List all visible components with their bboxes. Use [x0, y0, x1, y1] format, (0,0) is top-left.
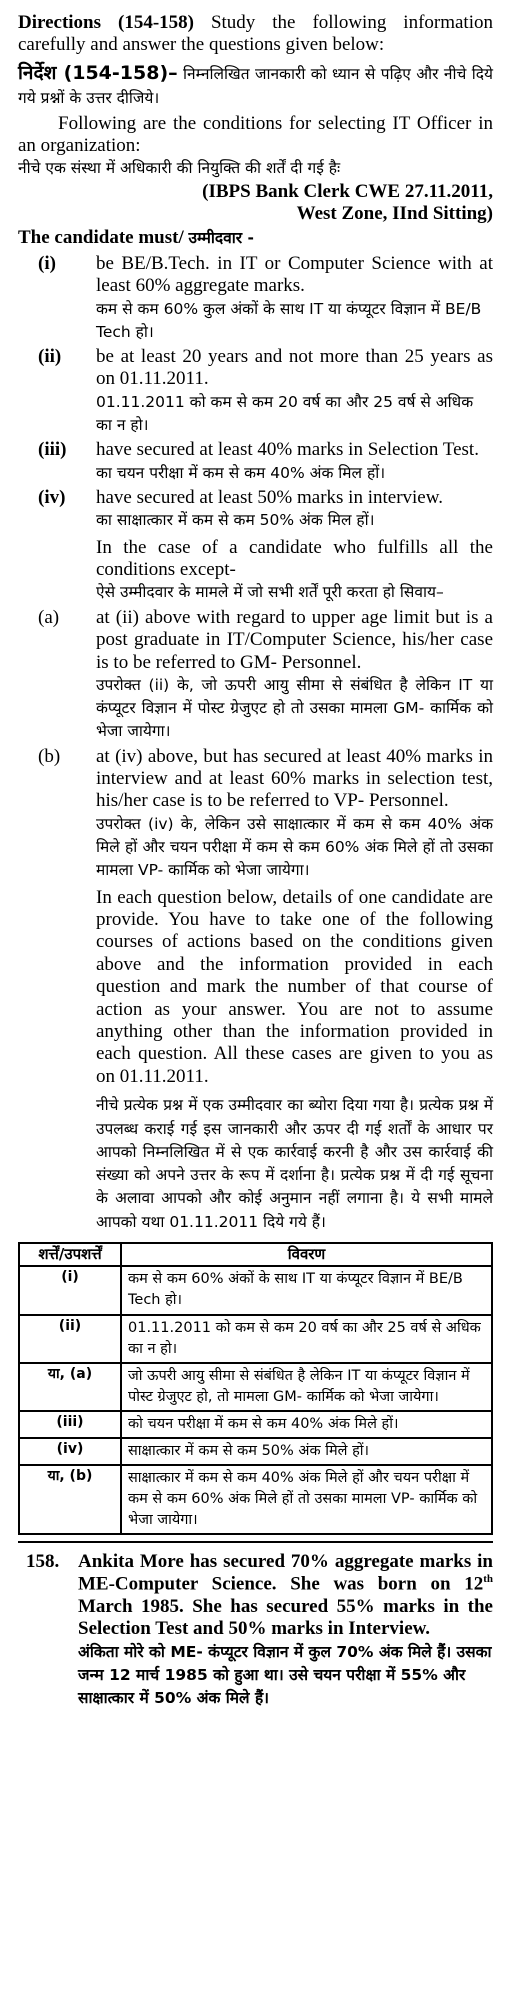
table-cell-desc: को चयन परीक्षा में कम से कम 40% अंक मिले हों। — [121, 1411, 492, 1438]
directions-hindi — [18, 59, 493, 111]
table-row — [19, 1465, 492, 1534]
directions-hindi-text: निम्नलिखित जानकारी को ध्यान से पढ़िए और नीचे दिये गये प्रश्नों के उत्तर दीजिये। — [18, 64, 493, 108]
question-english-part2: March 1985. She has secured 55% marks in the Selection Test and 50% marks in Interview. — [78, 1595, 493, 1640]
condition-number: (ii) — [38, 346, 62, 367]
table-cell-desc: कम से कम 60% अंकों के साथ IT या कंप्यूटर विज्ञान में BE/B Tech हो। — [121, 1266, 492, 1314]
condition-english: have secured at least 50% marks in interview. — [96, 486, 443, 508]
table-cell-code: या, (b) — [19, 1465, 121, 1534]
candidate-must-heading — [18, 227, 493, 250]
condition-hindi: 01.11.2011 को कम से कम 20 वर्ष का और 25 वर्ष से अधिक का न हो। — [96, 392, 474, 435]
section-divider — [18, 1541, 493, 1543]
intro-hindi: नीचे एक संस्था में अधिकारी की नियुक्ति की शर्तें दी गई हैः — [18, 159, 341, 178]
condition-number: (iv) — [38, 486, 66, 508]
table-cell-desc: साक्षात्कार में कम से कम 40% अंक मिले हों और चयन परीक्षा में कम से कम 60% अंक मिले हों तो उसका मामला VP- कार्मिक को भेजा जायेगा। — [121, 1465, 492, 1534]
question-ordinal-suffix: th — [483, 1573, 493, 1586]
exception-hindi: ऐसे उम्मीदवार के मामले में जो सभी शर्तें पूरी करता हो सिवाय– — [96, 583, 444, 602]
table-cell-code: (ii) — [19, 1315, 121, 1363]
condition-english: be BE/B.Tech. in IT or Computer Science with at least 60% aggregate marks. — [96, 252, 493, 297]
instructions-english: In each question below, details of one candidate are provide. You have to take one of the following courses of actions based on the conditions given above and the information provided in each question and mark the number of that course of action as your answer. You are not to assume anything other than the information provided in each question. All these cases are given to you as on 01.11.2011. — [96, 886, 493, 1087]
condition-english: be at least 20 years and not more than 25 years as on 01.11.2011. — [96, 346, 493, 390]
exception-item-hindi: उपरोक्त (ii) के, जो ऊपरी आयु सीमा से संबंधित है लेकिन IT या कंप्यूटर विज्ञान में पोस्ट ग्रेजुएट हो तो उसका मामला GM- कार्मिक को भेजा जायेगा। — [96, 675, 493, 741]
condition-hindi: कम से कम 60% कुल अंकों के साथ IT या कंप्यूटर विज्ञान में BE/B Tech हो। — [96, 299, 482, 341]
directions-text: Study the following information carefully and answer the questions given below: — [18, 12, 493, 56]
table-row — [19, 1411, 492, 1438]
exception-item-english: at (iv) above, but has secured at least 40% marks in interview and at least 60% marks in selection test, his/her case is to be referred to VP- Personnel. — [96, 745, 493, 812]
exception-number: (a) — [38, 606, 60, 628]
table-row — [19, 1438, 492, 1465]
table-cell-code: (iii) — [19, 1411, 121, 1438]
condition-item — [18, 487, 493, 533]
directions-hindi-label: निर्देश (154-158)– — [18, 61, 178, 84]
table-header-row — [19, 1243, 492, 1267]
directions-paragraph — [18, 12, 493, 57]
table-row — [19, 1315, 492, 1363]
instructions-hindi: नीचे प्रत्येक प्रश्न में एक उम्मीदवार का ब्योरा दिया गया है। प्रत्येक प्रश्न में उपलब्ध कराई गई इस जानकारी और ऊपर दी गई शर्तों के आधार पर आपको निम्नलिखित में से एक कार्रवाई करनी है और उस कार्रवाई की संख्या को अपने उत्तर के रूप में दर्शाना है। प्रत्येक प्रश्न में दी गई सूचना के अलावा आपको और कोई अनुमान नहीं लगाना है। ये सभी मामले आपको यथा 01.11.2011 दिये गये हैं। — [96, 1096, 493, 1231]
table-header-description: विवरण — [121, 1243, 492, 1267]
instructions-block — [96, 887, 493, 1234]
condition-item — [18, 346, 493, 437]
intro-english: Following are the conditions for selecting IT Officer in an organization: — [18, 112, 493, 156]
table-row — [19, 1363, 492, 1411]
exception-number: (b) — [38, 745, 61, 767]
question-english-part1: Ankita More has secured 70% aggregate marks in ME-Computer Science. She was born on 12 — [78, 1550, 493, 1595]
question-number: 158. — [26, 1550, 60, 1572]
exception-item — [18, 746, 493, 883]
table-row — [19, 1266, 492, 1314]
table-cell-code: (i) — [19, 1266, 121, 1314]
candidate-must-en: The candidate must/ — [18, 227, 184, 249]
table-cell-desc: 01.11.2011 को कम से कम 20 वर्ष का और 25 वर्ष से अधिक का न हो। — [121, 1315, 492, 1363]
table-cell-code: या, (a) — [19, 1363, 121, 1411]
condition-hindi: का साक्षात्कार में कम से कम 50% अंक मिल हों। — [96, 511, 375, 530]
table-header-conditions: शर्त्तें/उपशर्त्तें — [19, 1243, 121, 1267]
directions-label: Directions — [18, 12, 102, 33]
directions-range: (154-158) — [118, 12, 194, 33]
question-158 — [18, 1551, 493, 1711]
exception-item — [18, 607, 493, 744]
question-english — [78, 1551, 493, 1641]
table-cell-code: (iv) — [19, 1438, 121, 1465]
exception-item-hindi: उपरोक्त (iv) के, लेकिन उसे साक्षात्कार में कम से कम 40% अंक मिले हों और चयन परीक्षा में कम से कम 60% अंक मिले हों तो उसका मामला VP- कार्मिक को भेजा जायेगा। — [96, 814, 493, 880]
candidate-must-hi: उम्मीदवार - — [188, 229, 254, 248]
table-cell-desc: साक्षात्कार में कम से कम 50% अंक मिले हों। — [121, 1438, 492, 1465]
question-hindi: अंकिता मोरे को ME- कंप्यूटर विज्ञान में कुल 70% अंक मिले हैं। उसका जन्म 12 मार्च 1985 को हुआ था। उसे चयन परीक्षा में 55% और साक्षात्कार में 50% अंक मिले हैं। — [78, 1642, 492, 1708]
exception-english: In the case of a candidate who fulfills all the conditions except- — [96, 536, 493, 581]
condition-number: (iii) — [38, 439, 67, 461]
table-cell-desc: जो ऊपरी आयु सीमा से संबंधित है लेकिन IT या कंप्यूटर विज्ञान में पोस्ट ग्रेजुएट हो, तो मामला GM- कार्मिक को भेजा जायेगा। — [121, 1363, 492, 1411]
condition-hindi: का चयन परीक्षा में कम से कम 40% अंक मिल हों। — [96, 463, 386, 482]
conditions-table — [18, 1242, 493, 1535]
source-line-1: (IBPS Bank Clerk CWE 27.11.2011, — [202, 180, 493, 202]
source-line-2: West Zone, IInd Sitting) — [296, 203, 493, 225]
condition-number: (i) — [38, 252, 56, 274]
condition-english: have secured at least 40% marks in Selection Test. — [96, 439, 479, 461]
condition-item — [18, 439, 493, 485]
exception-item-english: at (ii) above with regard to upper age limit but is a post graduate in IT/Computer Science, his/her case is to be referred to GM- Personnel. — [96, 606, 493, 673]
condition-item — [18, 253, 493, 344]
exception-intro — [96, 537, 493, 605]
